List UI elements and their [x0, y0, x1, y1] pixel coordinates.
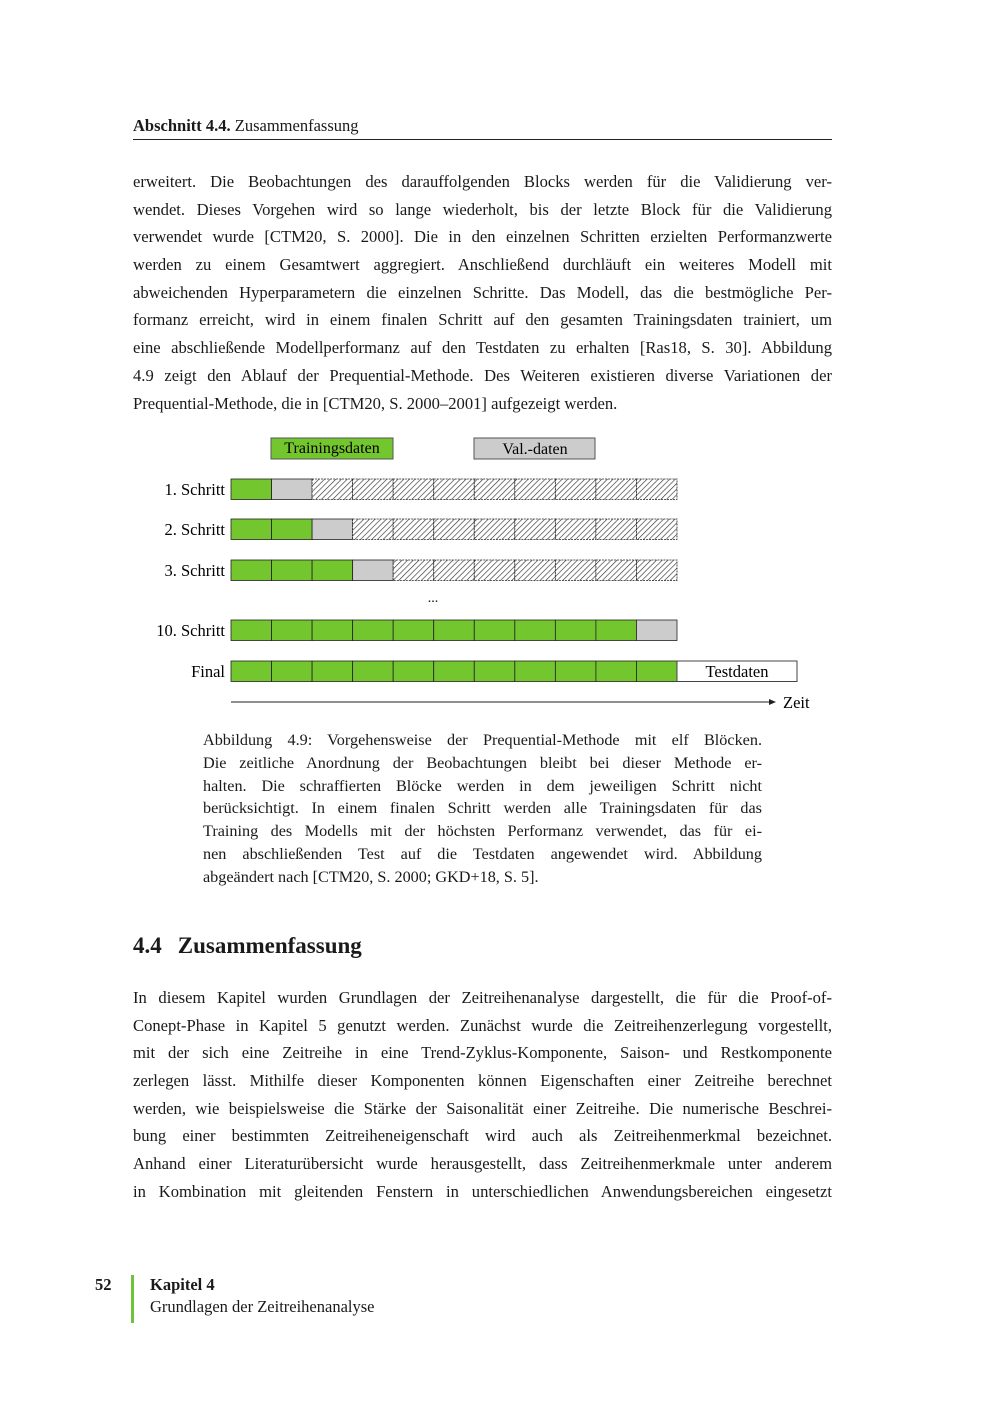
text-line: zerlegen lässt. Mithilfe dieser Komponenten können Eigenschaften einer Zeitreihe berechnet — [133, 1071, 832, 1091]
text-line: abgeändert nach [CTM20, S. 2000; GKD+18, S. 5]. — [203, 867, 539, 886]
training-block — [474, 661, 515, 682]
excluded-block — [515, 519, 556, 540]
text-line: Training des Modells mit der höchsten Performanz verwendet, das für ei- — [203, 822, 762, 841]
excluded-block — [474, 560, 515, 581]
test-label: Testdaten — [705, 662, 769, 681]
section-heading — [133, 933, 378, 959]
text-line: Abbildung 4.9: Vorgehensweise der Prequential-Methode mit elf Blöcken. — [203, 731, 762, 749]
training-block — [231, 620, 272, 641]
text-line: nen abschließenden Test auf die Testdaten angewendet wird. Abbildung — [203, 844, 762, 863]
excluded-block — [636, 519, 677, 540]
axis-label: Zeit — [783, 693, 810, 712]
step-label: 10. Schritt — [156, 621, 225, 640]
excluded-block — [474, 479, 515, 500]
training-block — [434, 620, 475, 641]
training-block — [515, 661, 556, 682]
header-title: Zusammenfassung — [234, 116, 359, 135]
excluded-block — [555, 560, 596, 581]
training-block — [596, 620, 637, 641]
text-line: abweichenden Hyperparametern die einzelnen Schritte. Das Modell, das die bestmögliche Per- — [133, 282, 832, 302]
text-line: verwendet wurde [CTM20, S. 2000]. Die in den einzelnen Schritten erzielten Performanzwerte — [133, 227, 832, 247]
text-line: In diesem Kapitel wurden Grundlagen der Zeitreihenanalyse dargestellt, die für die Proof-of- — [133, 988, 832, 1007]
training-block — [515, 620, 556, 641]
text-line: 4.9 zeigt den Ablauf der Prequential-Methode. Des Weiteren existieren diverse Variationen der — [133, 365, 832, 385]
excluded-block — [515, 479, 556, 500]
text-line: berücksichtigt. In einem finalen Schritt werden alle Trainingsdaten für das — [203, 799, 762, 818]
validation-block — [272, 479, 313, 500]
footer-chapter-title: Grundlagen der Zeitreihenanalyse — [150, 1297, 375, 1316]
training-block — [353, 661, 394, 682]
training-block — [231, 560, 272, 581]
excluded-block — [636, 479, 677, 500]
step-row — [156, 620, 677, 641]
excluded-block — [434, 560, 475, 581]
training-block — [474, 620, 515, 641]
training-block — [272, 661, 313, 682]
training-block — [555, 620, 596, 641]
text-line: wendet. Dieses Vorgehen wird so lange wiederholt, bis der letzte Block für die Validierung — [133, 199, 832, 219]
text-line: erweitert. Die Beobachtungen des darauffolgenden Blocks werden für die Validierung ver- — [133, 172, 832, 191]
excluded-block — [393, 479, 434, 500]
excluded-block — [555, 479, 596, 500]
excluded-block — [393, 560, 434, 581]
legend-training-label: Trainingsdaten — [284, 440, 380, 457]
section-title: Zusammenfassung — [177, 933, 362, 958]
excluded-block — [636, 560, 677, 581]
excluded-block — [515, 560, 556, 581]
training-block — [434, 661, 475, 682]
footer-accent-bar — [131, 1275, 134, 1323]
step-row — [165, 479, 678, 500]
text-line: eine abschließende Modellperformanz auf den Testdaten zu erhalten [Ras18, S. 30]. Abbildung — [133, 338, 832, 358]
text-line: halten. Die schraffierten Blöcke werden in dem jeweiligen Schritt nicht — [203, 776, 762, 795]
excluded-block — [434, 519, 475, 540]
step-label: Final — [191, 662, 225, 681]
excluded-block — [596, 519, 637, 540]
training-block — [272, 560, 313, 581]
training-block — [353, 620, 394, 641]
excluded-block — [353, 479, 394, 500]
text-line: Conept-Phase in Kapitel 5 genutzt werden. Zunächst wurde die Zeitreihenzerlegung vorgestellt, — [133, 1015, 832, 1035]
training-block — [312, 620, 353, 641]
step-row — [165, 519, 678, 540]
header-section: Abschnitt 4.4. — [133, 116, 231, 135]
text-line: Die zeitliche Anordnung der Beobachtungen bleibt bei dieser Methode er- — [203, 753, 762, 772]
step-row — [165, 560, 678, 581]
training-block — [393, 661, 434, 682]
training-block — [393, 620, 434, 641]
page-number: 52 — [95, 1275, 112, 1294]
figure-caption — [203, 729, 762, 889]
text-line: formanz erreicht, wird in einem finalen Schritt auf den gesamten Trainingsdaten trainiert, um — [133, 310, 832, 330]
text-line: werden zu einem Gesamtwert aggregiert. Anschließend durchläuft ein weiteres Modell mit — [133, 255, 832, 275]
excluded-block — [474, 519, 515, 540]
step-label: 1. Schritt — [164, 480, 225, 499]
section-number: 4.4 — [133, 933, 162, 958]
footer-chapter: Kapitel 4 — [150, 1275, 215, 1294]
training-block — [636, 661, 677, 682]
excluded-block — [555, 519, 596, 540]
training-block — [555, 661, 596, 682]
validation-block — [353, 560, 394, 581]
text-line: bung einer bestimmten Zeitreiheneigenschaft wird auch als Zeitreihenmerkmal bezeichnet. — [133, 1126, 832, 1146]
training-block — [231, 519, 272, 540]
text-line: Anhand einer Literaturübersicht wurde herausgestellt, dass Zeitreihenmerkmale unter anderem — [133, 1154, 832, 1174]
step-label: 3. Schritt — [164, 561, 225, 580]
training-block — [231, 479, 272, 500]
text-line: werden, wie beispielsweise die Stärke der Saisonalität einer Zeitreihe. Die numerische Beschrei- — [133, 1098, 832, 1118]
excluded-block — [434, 479, 475, 500]
text-line: mit der sich eine Zeitreihe in eine Trend-Zyklus-Komponente, Saison- und Restkomponente — [133, 1043, 832, 1063]
excluded-block — [353, 519, 394, 540]
excluded-block — [312, 479, 353, 500]
text-line: Prequential-Methode, die in [CTM20, S. 2000–2001] aufgezeigt werden. — [133, 393, 618, 413]
training-block — [272, 620, 313, 641]
arrow-head-icon — [769, 699, 776, 705]
training-block — [312, 560, 353, 581]
legend-validation-label: Val.-daten — [502, 441, 568, 458]
paragraph-2 — [133, 984, 832, 1206]
validation-block — [636, 620, 677, 641]
training-block — [312, 661, 353, 682]
excluded-block — [596, 479, 637, 500]
excluded-block — [596, 560, 637, 581]
text-line: in Kombination mit gleitenden Fenstern in unterschiedlichen Anwendungsbereichen eingesetzt — [133, 1181, 832, 1201]
excluded-block — [393, 519, 434, 540]
validation-block — [312, 519, 353, 540]
training-block — [272, 519, 313, 540]
ellipsis: ... — [427, 591, 439, 606]
step-label: 2. Schritt — [164, 520, 225, 539]
training-block — [231, 661, 272, 682]
step-row — [191, 661, 797, 682]
training-block — [596, 661, 637, 682]
